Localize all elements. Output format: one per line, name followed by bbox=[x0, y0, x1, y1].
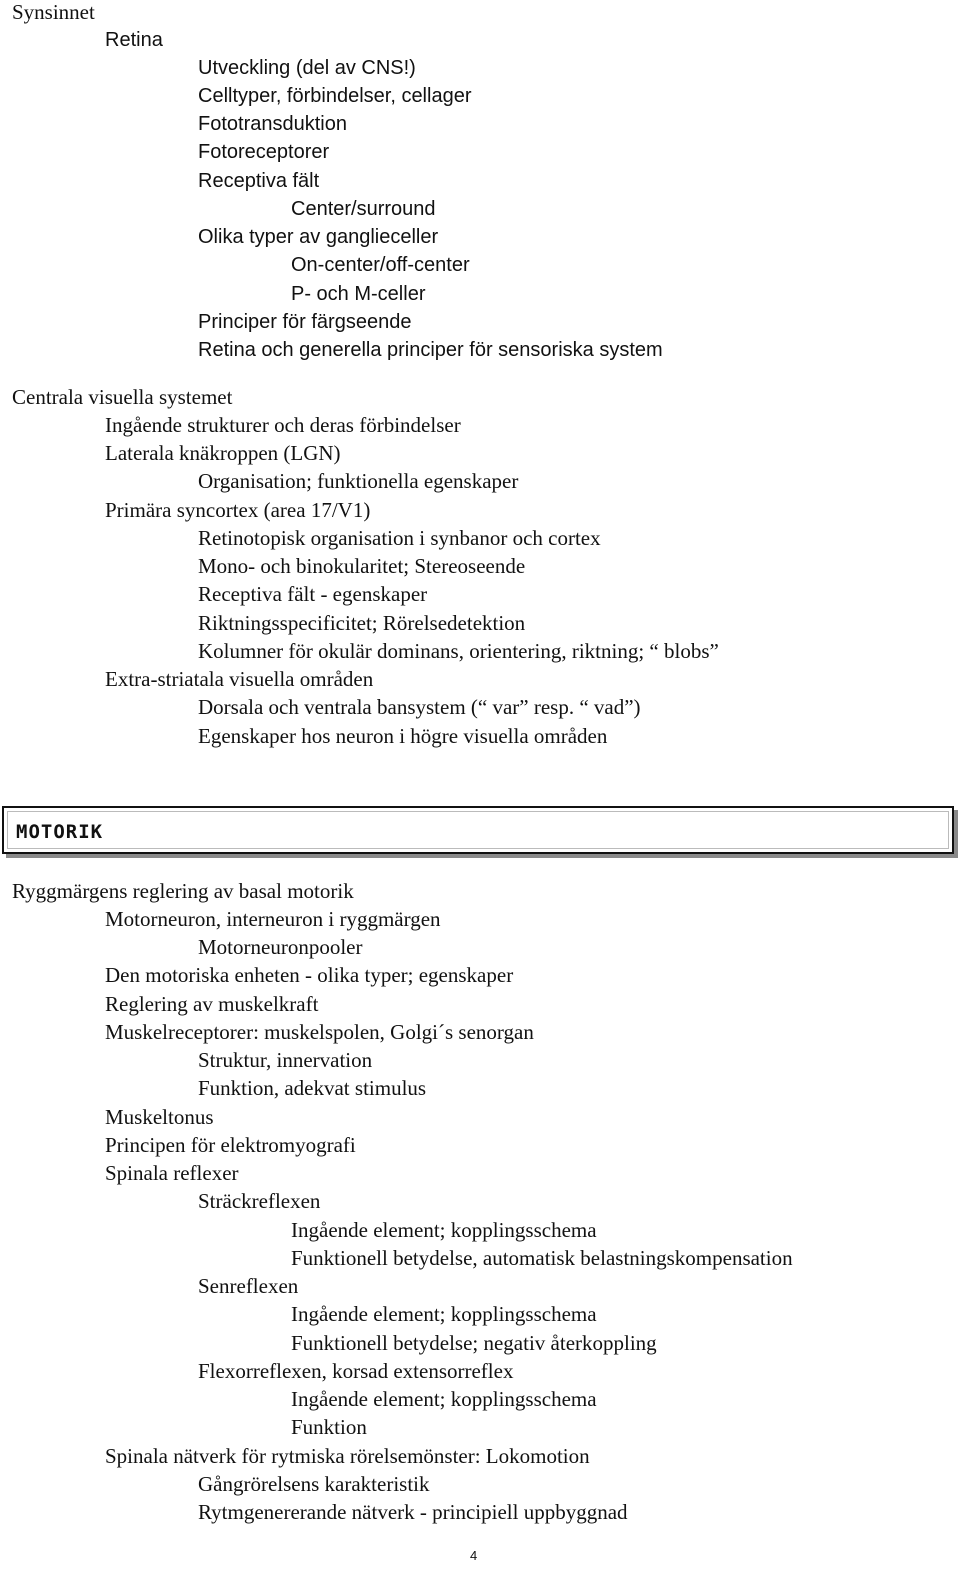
outline-subitem: Egenskaper hos neuron i högre visuella områden bbox=[198, 724, 608, 748]
outline-subitem: Gångrörelsens karakteristik bbox=[198, 1472, 430, 1496]
outline-item: Spinala reflexer bbox=[105, 1161, 239, 1185]
outline-subitem: Rytmgenererande nätverk - principiell uppbyggnad bbox=[198, 1500, 628, 1524]
outline-item: Reglering av muskelkraft bbox=[105, 992, 319, 1016]
outline-item: Retina och generella principer för sensoriska system bbox=[198, 339, 663, 361]
outline-subsubitem: Ingående element; kopplingsschema bbox=[291, 1218, 597, 1242]
heading-centrala: Centrala visuella systemet bbox=[12, 385, 233, 409]
outline-subsubitem: Funktionell betydelse; negativ återkoppling bbox=[291, 1331, 657, 1355]
outline-subitem: Riktningsspecificitet; Rörelsedetektion bbox=[198, 611, 526, 635]
outline-subitem: Flexorreflexen, korsad extensorreflex bbox=[198, 1359, 514, 1383]
outline-subitem: P- och M-celler bbox=[291, 283, 426, 305]
subheading-retina: Retina bbox=[105, 29, 163, 51]
outline-item: Ingående strukturer och deras förbindelser bbox=[105, 413, 461, 437]
outline-subsubitem: Funktion bbox=[291, 1415, 367, 1439]
outline-subitem: Struktur, innervation bbox=[198, 1048, 373, 1072]
outline-subitem: Mono- och binokularitet; Stereoseende bbox=[198, 554, 526, 578]
outline-item: Olika typer av ganglieceller bbox=[198, 226, 439, 248]
outline-item: Laterala knäkroppen (LGN) bbox=[105, 441, 341, 465]
outline-subsubitem: Ingående element; kopplingsschema bbox=[291, 1387, 597, 1411]
outline-item: Principer för färgseende bbox=[198, 311, 412, 333]
outline-item: Motorneuron, interneuron i ryggmärgen bbox=[105, 907, 441, 931]
outline-subitem: Dorsala och ventrala bansystem (“ var” resp. “ vad”) bbox=[198, 695, 641, 719]
outline-item: Spinala nätverk för rytmiska rörelsemönster: Lokomotion bbox=[105, 1444, 590, 1468]
outline-subitem: Funktion, adekvat stimulus bbox=[198, 1076, 427, 1100]
outline-item: Muskelreceptorer: muskelspolen, Golgi´s senorgan bbox=[105, 1020, 534, 1044]
heading-synsinnet: Synsinnet bbox=[12, 0, 95, 24]
outline-subitem: Receptiva fält - egenskaper bbox=[198, 582, 428, 606]
outline-subitem: Motorneuronpooler bbox=[198, 935, 363, 959]
outline-subsubitem: Funktionell betydelse, automatisk belastningskompensation bbox=[291, 1246, 793, 1270]
page-number: 4 bbox=[470, 1548, 478, 1563]
outline-item: Extra-striatala visuella områden bbox=[105, 667, 374, 691]
outline-item: Fototransduktion bbox=[198, 113, 347, 135]
outline-item: Den motoriska enheten - olika typer; egenskaper bbox=[105, 963, 514, 987]
section-header-motorik: MOTORIK bbox=[16, 821, 104, 843]
outline-item: Primära syncortex (area 17/V1) bbox=[105, 498, 371, 522]
section-header-inner-border bbox=[7, 811, 949, 849]
heading-ryggmargen: Ryggmärgens reglering av basal motorik bbox=[12, 879, 354, 903]
outline-item: Celltyper, förbindelser, cellager bbox=[198, 85, 472, 107]
outline-subitem: Center/surround bbox=[291, 198, 436, 220]
section-header-box bbox=[2, 806, 954, 854]
outline-subitem: Sträckreflexen bbox=[198, 1189, 321, 1213]
outline-item: Utveckling (del av CNS!) bbox=[198, 57, 416, 79]
outline-subitem: Retinotopisk organisation i synbanor och cortex bbox=[198, 526, 601, 550]
outline-item: Principen för elektromyografi bbox=[105, 1133, 356, 1157]
outline-subitem: Kolumner för okulär dominans, orientering, riktning; “ blobs” bbox=[198, 639, 719, 663]
outline-subitem: Senreflexen bbox=[198, 1274, 299, 1298]
outline-subsubitem: Ingående element; kopplingsschema bbox=[291, 1302, 597, 1326]
outline-subitem: Organisation; funktionella egenskaper bbox=[198, 469, 519, 493]
outline-item: Fotoreceptorer bbox=[198, 141, 330, 163]
outline-item: Receptiva fält bbox=[198, 170, 320, 192]
outline-item: Muskeltonus bbox=[105, 1105, 214, 1129]
outline-subitem: On-center/off-center bbox=[291, 254, 470, 276]
